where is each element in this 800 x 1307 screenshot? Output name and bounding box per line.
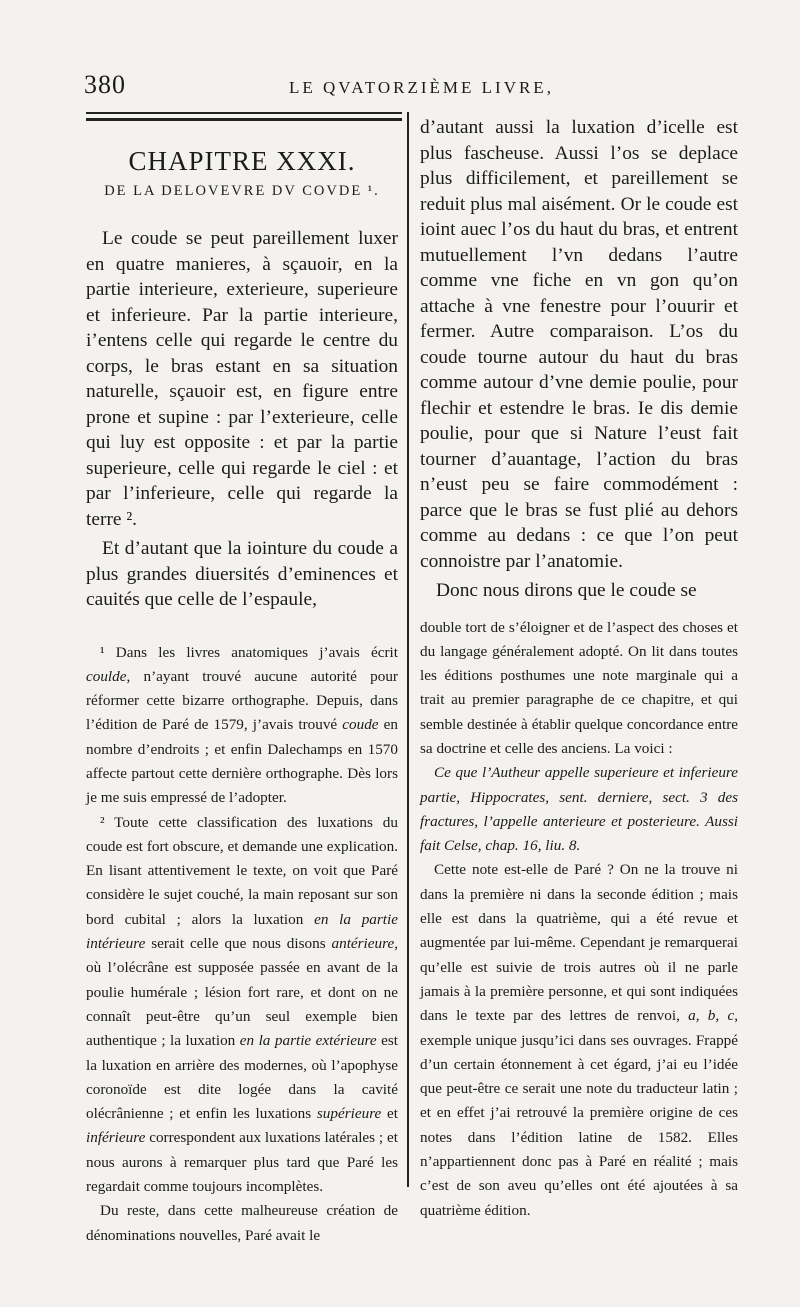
footnote-quote: Ce que l’Autheur appelle superieure et inferieure partie, Hippocrates, sent. derniere, sect. 3 des fractures, l’appelle anterieure et posterieure. Aussi fait Celse, chap. 16, liu. 8. [420, 764, 738, 855]
paragraph: Donc nous dirons que le coude se [436, 580, 697, 601]
paragraph: Le coude se peut pareillement luxer en quatre manieres, à sçauoir, en la partie interieure, exterieure, superieure et inferieure. Par la partie interieure, i’entens celle qui regarde le centre du corps, le bras estant en sa situation naturelle, sçauoir est, en figure entre prone et supine : par l’exterieure, celle qui luy est opposite : et par la partie superieure, celle qui regarde le ciel : et par l’inferieure, celle qui regarde la terre ². [86, 228, 398, 530]
main-text-right [420, 115, 738, 604]
page-header [84, 70, 734, 104]
footnote-2: ² Toute cette classification des luxations du coude est fort obscure, et demande une explication. En lisant attentivement le texte, on voit que Paré considère le sujet couché, la main reposant sur son bord cubital ; alors la luxation en la partie intérieure serait celle que nous disons antérieure, où l’olécrâne est supposée passée en avant de la poulie humérale ; lésion fort rare, et dont on ne connaît peut-être qu’un seul exemple bien authentique ; la luxation en la partie extérieure est la luxation en arrière des modernes, où l’apophyse coronoïde est dite logée dans la cavité olécrânienne ; et enfin les luxations supérieure et inférieure correspondent aux luxations latérales ; et nous aurons à remarquer plus tard que Paré les regardait comme toujours incomplètes. [86, 813, 399, 1196]
header-rule-thick [86, 118, 402, 121]
paragraph: d’autant aussi la luxation d’icelle est plus fascheuse. Aussi l’os se deplace plus difficilement, et pareillement se reduit plus mal aisément. Or le coude est ioint auec l’os du haut du bras, et entrent mutuellement l’vn dedans l’autre comme vne fiche en vn gon qu’on attache à vne fenestre pour l’ouurir et fermer. Autre comparaison. L’os du coude tourne autour du haut du bras comme autour d’vne demie poulie, pour flechir et estendre le bras. Ie dis demie poulie, pour que si Nature l’eust fait tourner d’auantage, l’action du bras n’eust peu se faire commodément : parce que le bras se fust plié au dehors comme au dedans : ce que l’on peut connoistre par l’anatomie. [420, 117, 738, 572]
chapter-title: CHAPITRE XXXI. [128, 146, 356, 176]
chapter-subtitle: DE LA DELOVEVRE DV COVDE ¹. [104, 183, 380, 199]
footnote-continuation: double tort de s’éloigner et de l’aspect des choses et du langage généralement adopté. On lit dans toutes les éditions posthumes une note marginale qui a trait au premier paragraphe de ce chapitre, et qui semble destinée à établir quelque concordance entre sa doctrine et celle des anciens. La voici : [420, 618, 738, 757]
footnotes-right [420, 616, 738, 1223]
right-column [420, 115, 738, 1223]
footnote-1: ¹ Dans les livres anatomiques j’avais écrit coulde, n’ayant trouvé aucune autorité pour réformer cette bizarre orthographe. Depuis, dans l’édition de Paré de 1579, j’avais trouvé coude en nombre d’endroits ; et enfin Dalechamps en 1570 affecte partout cette dernière orthographe. Dès lors je me suis empressé de l’adopter. [86, 643, 398, 807]
main-text-left [86, 226, 398, 613]
page-number: 380 [84, 70, 126, 99]
running-title: LE QVATORZIÈME LIVRE, [289, 78, 554, 97]
footnote-paragraph: Cette note est-elle de Paré ? On ne la trouve ni dans la première ni dans la seconde édition ; mais elle est dans la quatrième, qui a été revue et augmentée par lui-même. Cependant je remarquerai qu’elle est suivie de trois autres où il ne parle jamais à la première personne, et qui sont indiquées dans le texte par des lettres de renvoi, a, b, c, exemple unique jusqu’ici dans ses ouvrages. Frappé d’un certain étonnement à cet égard, j’ai eu l’idée que peut-être ce serait une note du traducteur latin ; et en effet j’ai retrouvé la première origine de ces notes dans l’édition latine de 1582. Elles n’appartiennent donc pas à Paré en réalité ; mais c’est de son aveu qu’elles ont été ajoutées à sa quatrième édition. [420, 861, 738, 1219]
footnotes-left [86, 641, 398, 1248]
footnote-continuation: Du reste, dans cette malheureuse création de dénominations nouvelles, Paré avait le [86, 1202, 398, 1244]
column-divider [407, 112, 409, 1187]
paragraph: Et d’autant que la iointure du coude a plus grandes diuersités d’eminences et cauités que celle de l’espaule, [86, 538, 398, 610]
left-column [86, 124, 398, 1248]
header-rule [86, 112, 402, 114]
